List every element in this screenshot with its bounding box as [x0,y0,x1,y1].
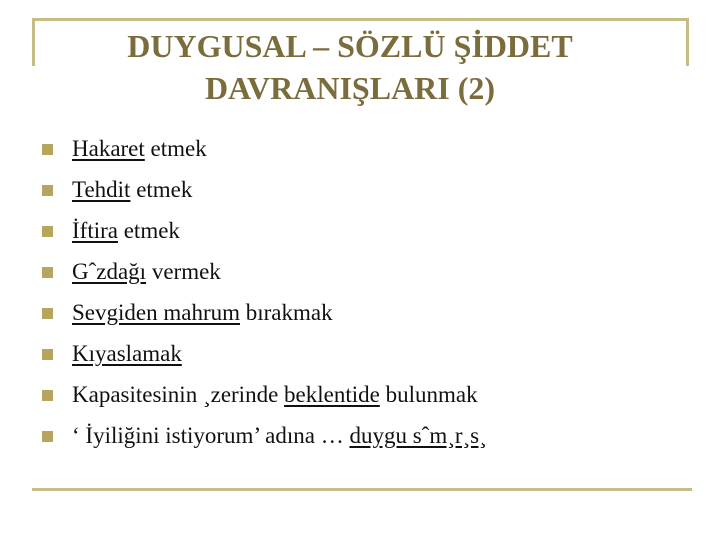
bullet-item-tehdit [40,175,690,216]
bullet-item-kiyaslamak [40,339,690,380]
title-line-2: DAVRANIŞLARI (2) [204,70,496,106]
bullet-list [40,134,690,462]
frame-bottom-line [32,488,692,491]
underlined-term: Gˆzdağı [72,259,147,284]
square-bullet-icon [42,390,53,401]
underlined-term: beklentide [284,382,380,407]
bullet-item-iyiligini [40,421,690,462]
bullet-text [72,298,333,328]
bullet-rest: bulunmak [379,382,478,407]
frame-top-line [32,18,688,21]
bullet-item-kapasite [40,380,690,421]
bullet-item-sevgiden [40,298,690,339]
bullet-text [72,380,478,410]
bullet-text [72,175,192,205]
bullet-item-gozdagi [40,257,690,298]
underlined-term: Kıyaslamak [72,341,182,366]
square-bullet-icon [42,267,53,278]
bullet-rest: etmek [117,218,180,243]
bullet-text [72,421,487,451]
bullet-item-iftira [40,216,690,257]
square-bullet-icon [42,144,53,155]
square-bullet-icon [42,185,53,196]
square-bullet-icon [42,308,53,319]
bullet-prefix: Kapasitesinin ¸zerinde [72,382,285,407]
bullet-text [72,257,221,287]
frame-left-line [32,18,35,66]
square-bullet-icon [42,431,53,442]
underlined-term: Sevgiden mahrum [72,300,240,325]
bullet-rest: bırakmak [240,300,333,325]
underlined-term: Hakaret [72,136,145,161]
bullet-text [72,339,182,369]
slide-title [40,25,660,109]
frame-right-line [686,18,689,66]
bullet-text [72,134,207,164]
underlined-term: Tehdit [72,177,131,202]
square-bullet-icon [42,226,53,237]
bullet-rest: etmek [130,177,193,202]
bullet-item-hakaret [40,134,690,175]
title-line-1: DUYGUSAL – SÖZLÜ ŞİDDET [127,28,573,64]
bullet-text [72,216,180,246]
bullet-rest: vermek [146,259,221,284]
square-bullet-icon [42,349,53,360]
bullet-prefix: ‘ İyiliğini istiyorum’ adına … [72,423,350,448]
underlined-term: İftira [72,218,118,243]
bullet-rest: etmek [144,136,207,161]
underlined-term: duygu sˆm¸r¸s¸ [349,423,487,448]
